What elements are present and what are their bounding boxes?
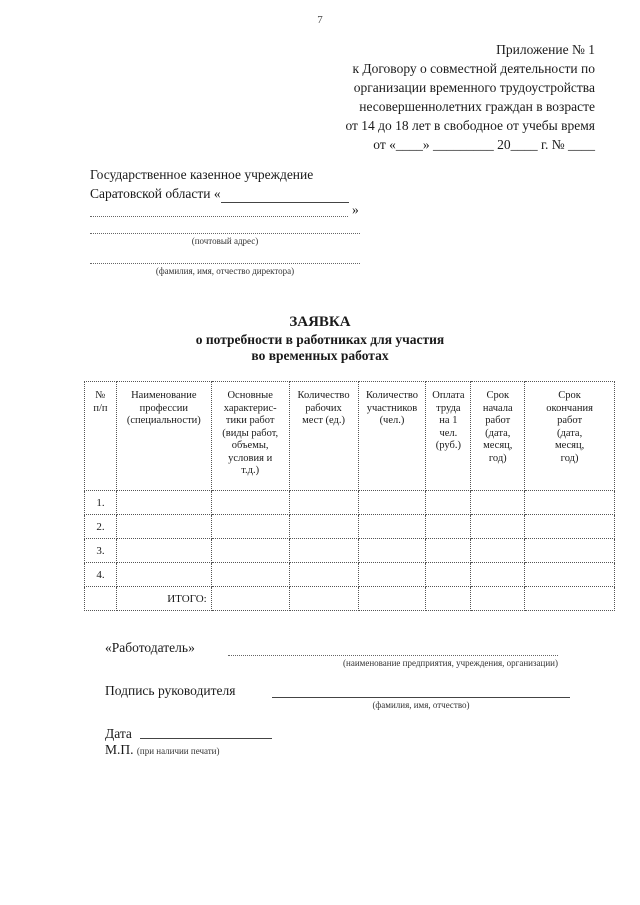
table-cell[interactable] bbox=[471, 515, 525, 539]
table-cell[interactable] bbox=[426, 515, 471, 539]
table-cell[interactable] bbox=[358, 587, 426, 611]
table-row bbox=[85, 563, 615, 587]
header-pay: Оплата труда на 1 чел. (руб.) bbox=[426, 382, 471, 491]
total-label: ИТОГО: bbox=[116, 587, 211, 611]
document-subtitle-1: о потребности в работниках для участия bbox=[195, 332, 445, 347]
row-number: 3. bbox=[85, 539, 117, 563]
page-number: 7 bbox=[317, 14, 323, 26]
table-cell[interactable] bbox=[471, 539, 525, 563]
employer-label: «Работодатель» bbox=[105, 640, 195, 655]
table-cell[interactable] bbox=[426, 539, 471, 563]
employer-name-field[interactable] bbox=[228, 655, 558, 656]
stamp-line bbox=[105, 742, 220, 758]
date-field[interactable] bbox=[140, 738, 272, 739]
header-profession: Наименование профессии (специальности) bbox=[116, 382, 211, 491]
row-number: 4. bbox=[85, 563, 117, 587]
header-characteristics: Основные характерис- тики работ (виды работ, объемы, условия и т.д.) bbox=[211, 382, 289, 491]
employer-caption: (наименование предприятия, учреждения, организации) bbox=[343, 658, 558, 668]
appendix-date-line: от «____» _________ 20____ г. № ____ bbox=[373, 137, 595, 152]
appendix-header bbox=[345, 40, 595, 154]
head-signature-field[interactable] bbox=[272, 697, 570, 698]
table-cell[interactable] bbox=[358, 563, 426, 587]
stamp-label: М.П. bbox=[105, 742, 134, 757]
table-cell[interactable] bbox=[116, 563, 211, 587]
document-title: ЗАЯВКА bbox=[289, 314, 351, 330]
organization-name-line2[interactable] bbox=[90, 216, 348, 217]
postal-address-field[interactable] bbox=[90, 233, 360, 234]
stamp-caption: (при наличии печати) bbox=[136, 746, 220, 756]
head-signature-label: Подпись руководителя bbox=[105, 683, 236, 698]
appendix-line: организации временного трудоустройства bbox=[353, 80, 595, 95]
table-cell[interactable] bbox=[289, 587, 358, 611]
table-cell[interactable] bbox=[211, 563, 289, 587]
table-cell[interactable] bbox=[289, 539, 358, 563]
director-caption: (фамилия, имя, отчество директора) bbox=[155, 266, 295, 276]
table-cell[interactable] bbox=[116, 515, 211, 539]
appendix-line: Приложение № 1 bbox=[496, 42, 595, 57]
table-cell[interactable] bbox=[289, 563, 358, 587]
table-cell[interactable] bbox=[471, 491, 525, 515]
table-cell[interactable] bbox=[525, 563, 615, 587]
table-cell[interactable] bbox=[471, 587, 525, 611]
table-cell[interactable] bbox=[211, 587, 289, 611]
header-end-date: Срок окончания работ (дата, месяц, год) bbox=[525, 382, 615, 491]
table-cell[interactable] bbox=[358, 491, 426, 515]
table-cell[interactable] bbox=[211, 539, 289, 563]
table-header-row bbox=[85, 382, 615, 491]
addressee-line2 bbox=[90, 186, 349, 203]
director-name-field[interactable] bbox=[90, 263, 360, 264]
postal-address-caption: (почтовый адрес) bbox=[191, 236, 259, 246]
date-label: Дата bbox=[105, 726, 132, 741]
appendix-line: к Договору о совместной деятельности по bbox=[352, 61, 595, 76]
table-cell[interactable] bbox=[426, 587, 471, 611]
table-cell[interactable] bbox=[525, 539, 615, 563]
table-cell[interactable] bbox=[525, 515, 615, 539]
appendix-line: от 14 до 18 лет в свободное от учебы время bbox=[345, 118, 595, 133]
table-cell[interactable] bbox=[289, 515, 358, 539]
appendix-line: несовершеннолетних граждан в возрасте bbox=[359, 99, 595, 114]
requirements-table bbox=[84, 381, 615, 611]
table-cell[interactable] bbox=[471, 563, 525, 587]
addressee-line1: Государственное казенное учреждение bbox=[90, 167, 314, 182]
table-cell[interactable] bbox=[426, 563, 471, 587]
header-workplaces: Количество рабочих мест (ед.) bbox=[289, 382, 358, 491]
table-cell[interactable] bbox=[211, 515, 289, 539]
header-number: № п/п bbox=[85, 382, 117, 491]
table-cell[interactable] bbox=[426, 491, 471, 515]
row-number: 2. bbox=[85, 515, 117, 539]
row-number: 1. bbox=[85, 491, 117, 515]
table-cell bbox=[85, 587, 117, 611]
table-total-row bbox=[85, 587, 615, 611]
header-participants: Количество участников (чел.) bbox=[358, 382, 426, 491]
table-cell[interactable] bbox=[358, 539, 426, 563]
table-row bbox=[85, 539, 615, 563]
table-cell[interactable] bbox=[525, 491, 615, 515]
table-cell[interactable] bbox=[289, 491, 358, 515]
head-signature-caption: (фамилия, имя, отчество) bbox=[372, 700, 470, 710]
organization-name-field[interactable] bbox=[221, 186, 349, 203]
table-row bbox=[85, 515, 615, 539]
table-row bbox=[85, 491, 615, 515]
table-cell[interactable] bbox=[211, 491, 289, 515]
table-cell[interactable] bbox=[525, 587, 615, 611]
closing-quote: » bbox=[352, 202, 359, 217]
table-cell[interactable] bbox=[358, 515, 426, 539]
table-cell[interactable] bbox=[116, 491, 211, 515]
addressee-region: Саратовской области « bbox=[90, 186, 221, 201]
document-subtitle-2: во временных работах bbox=[251, 348, 389, 363]
table-cell[interactable] bbox=[116, 539, 211, 563]
header-start-date: Срок начала работ (дата, месяц, год) bbox=[471, 382, 525, 491]
